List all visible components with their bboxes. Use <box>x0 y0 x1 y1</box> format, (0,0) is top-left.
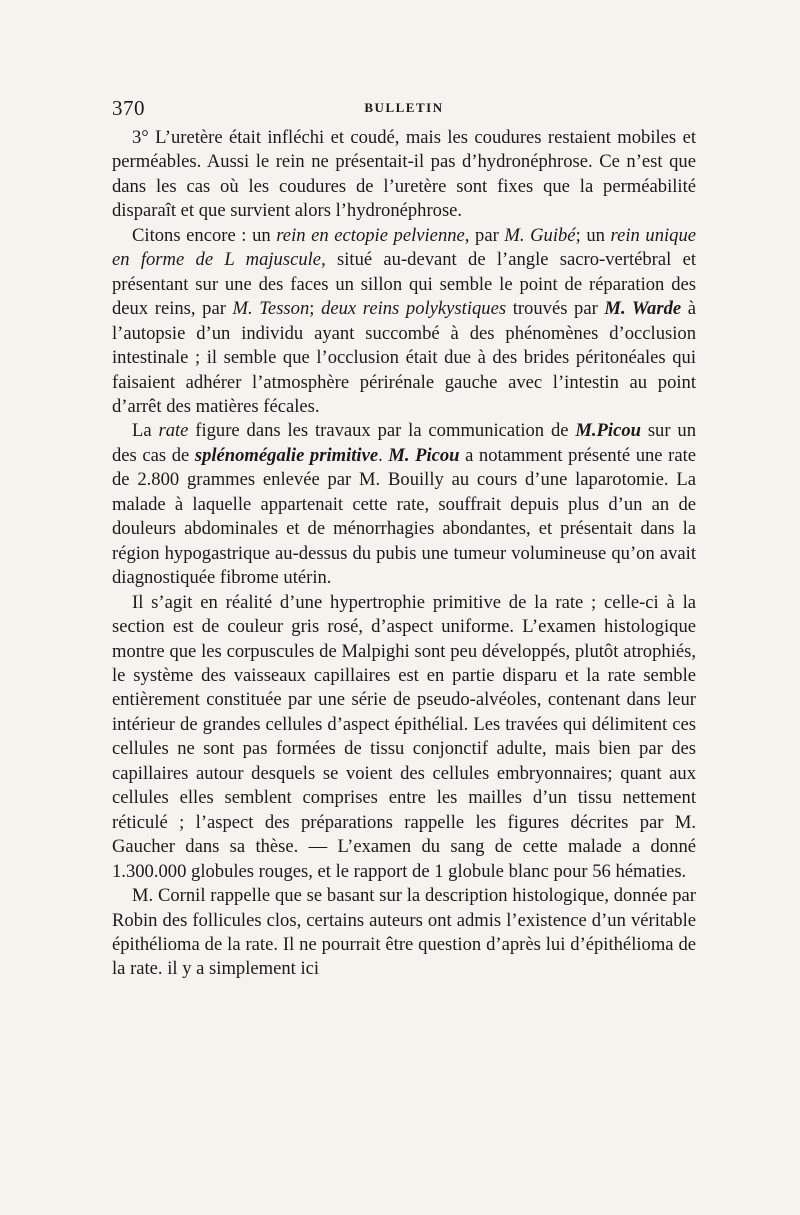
page-number: 370 <box>112 96 145 120</box>
text-run: M. Tesson <box>232 298 310 320</box>
text-run: , par <box>464 224 505 246</box>
text-run: M. Warde <box>604 298 682 320</box>
text-run: a notamment présenté une rate de 2.800 grammes enlevée par M. Bouilly au cours d’une laparotomie. La malade à laquelle appartenait cette rate, souffrait depuis plus d’un an de douleurs abdominales et de ménorrhagies abondantes, et présentait dans la région hypogastrique au-dessus du pubis une tumeur volumineuse qu’on avait diagnostiquée fibrome utérin. <box>112 444 696 589</box>
paragraph <box>112 591 696 884</box>
text-run: trouvés par <box>506 298 605 320</box>
text-run: M. Picou <box>388 444 460 466</box>
body-text <box>112 126 696 982</box>
text-run: M.Picou <box>575 420 641 442</box>
text-run: M. Guibé <box>504 224 576 246</box>
text-run: 3° L’uretère était infléchi et coudé, mais les coudures restaient mobiles et perméables. Aussi le rein ne présentait-il pas d’hydronéphrose. Ce n’est que dans les cas où les coudures de l’uretère sont fixes que la perméabilité disparaît et que survient alors l’hydronéphrose. <box>112 127 696 222</box>
paragraph <box>112 419 696 590</box>
paragraph <box>112 126 696 224</box>
text-run: Il s’agit en réalité d’une hypertrophie primitive de la rate ; celle-ci à la section est de couleur gris rosé, d’aspect uniforme. L’examen histologique montre que les corpuscules de Malpighi sont peu développés, plutôt atrophiés, le système des vaisseaux capillaires est en partie disparu et la rate semble entièrement constituée par une série de pseudo-alvéoles, contenant dans leur intérieur de grandes cellules d’aspect épithélial. Les travées qui délimitent ces cellules ne sont pas formées de tissu conjonctif adulte, mais bien par des capillaires autour desquels se voient des cellules embryonnaires; quant aux cellules elles semblent comprises entre les mailles d’un tissu nettement réticulé ; l’aspect des préparations rappelle les figures décrites par M. Gaucher dans sa thèse. — L’examen du sang de cette malade a donné 1.300.000 globules rouges, et le rapport de 1 globule blanc pour 56 hématies. <box>112 591 696 882</box>
paragraph <box>112 884 696 982</box>
text-run: rate <box>158 420 189 442</box>
running-head: BULLETIN <box>364 100 444 115</box>
text-run: figure dans les travaux par la communication de <box>188 420 576 442</box>
text-run: splénomégalie primitive <box>194 444 379 466</box>
page-header <box>112 96 696 120</box>
text-run: Citons encore : un <box>132 224 277 246</box>
text-run: La <box>132 420 159 442</box>
text-run: sur un des cas de <box>112 420 696 466</box>
text-run: à l’autopsie d’un individu ayant succombé à des phénomènes d’occlusion intestinale ; il semble que l’occlusion était due à des brides péritonéales qui faisaient adhérer l’atmosphère périrénale gauche avec l’intestin au point d’arrêt des matières fécales. <box>112 298 696 417</box>
text-run: M. Cornil rappelle que se basant sur la description histologique, donnée par Robin des follicules clos, certains auteurs ont admis l’existence d’un véritable épithélioma de la rate. Il ne pourrait être question d’après lui d’épithélioma de la rate. il y a simplement ici <box>112 885 696 980</box>
text-run: ; <box>309 298 322 320</box>
text-run: deux reins polykystiques <box>321 298 507 320</box>
text-run: rein en ectopie pelvienne <box>276 224 465 246</box>
text-run: ; un <box>575 224 611 246</box>
paragraph <box>112 224 696 420</box>
text-run: , situé au-devant de l’angle sacro-vertébral et présentant sur une des faces un sillon qui semble le point de réparation des deux reins, par <box>112 249 696 320</box>
text-run: rein unique en forme de L majuscule <box>112 224 697 271</box>
text-run: . <box>378 444 389 466</box>
